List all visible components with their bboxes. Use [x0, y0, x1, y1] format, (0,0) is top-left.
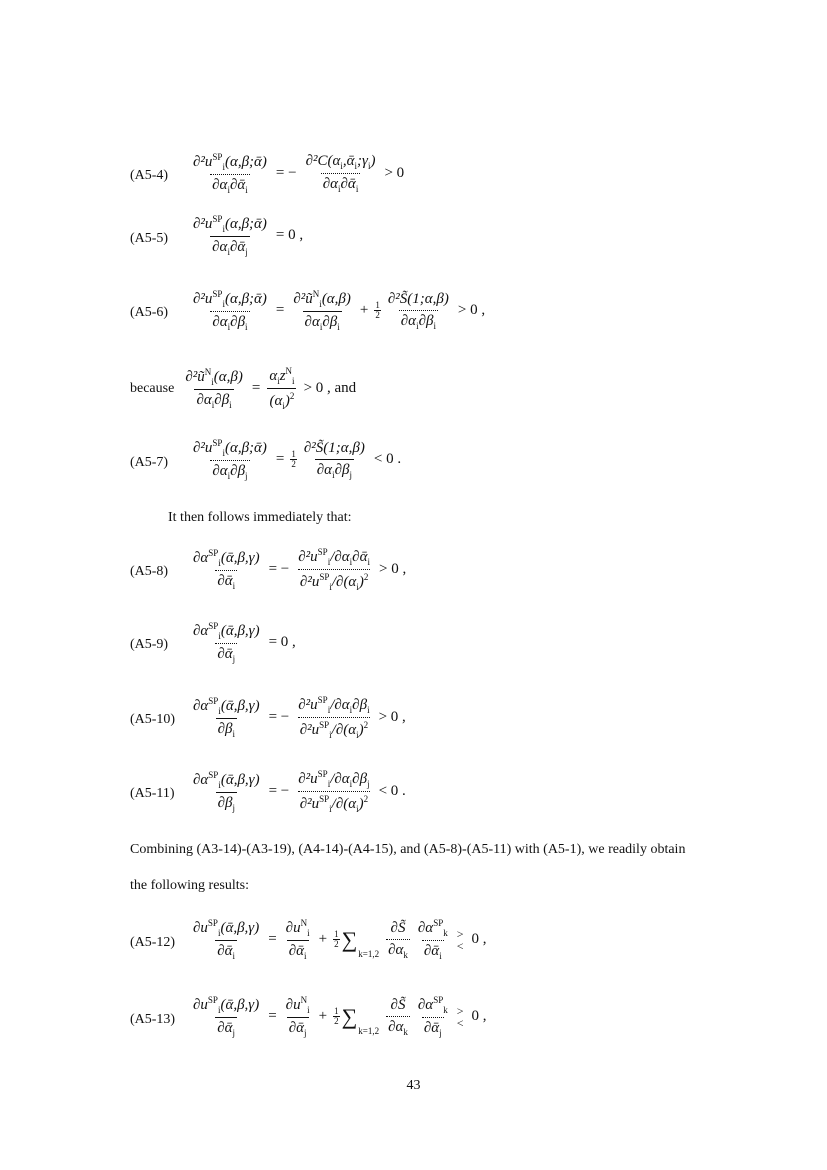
fraction: $\frac{\partial u^N_i}{\partial ᾱ_j}$	[285, 995, 310, 1038]
fraction: $\frac{\partial\alpha^{SP}_i(ᾱ,\beta,\gamma)}{\partial\beta_j}$	[193, 770, 260, 813]
fraction: $\frac{\partial u^{SP}_i(ᾱ,\beta,\gamma)}{\partial ᾱ_i}$	[193, 918, 260, 961]
equation-label-a5-10: (A5-10)	[130, 712, 176, 727]
because-statement: because $\frac{\partial^2ũ^N_i(\alpha,\beta)}{\partial\alpha_i\partial\beta_i}$ = $\frac{\alpha_iz^N_i}{(\alpha_i)^2}$ > 0 , and	[130, 366, 357, 411]
fraction: $\frac{\partial^2u^{SP}_i(\alpha,\beta;ᾱ)}{\partial\alpha_i\partial ᾱ_j}$	[193, 214, 267, 257]
fraction: $\frac{\text{∂²S̃(1;α,β)}}{\partial\alpha_i\partial\beta_i}$	[387, 290, 449, 331]
equation-a5-12: $\frac{\partial u^{SP}_i(ᾱ,\beta,\gamma)}{\partial ᾱ_i}$ = $\frac{\partial u^N_i}{\partial ᾱ_i}$ + $\frac{1}{2}$ ∑ k=1,2 $\frac{\partial S̃}{\partial\alpha_k}$ $\frac{\partial\alpha^{SP}_k}{\partial ᾱ_i}$ > < 0 ,	[193, 918, 487, 961]
fraction: $\frac{\partial\alpha^{SP}_i(ᾱ,\beta,\gamma)}{\partial ᾱ_i}$	[193, 548, 260, 591]
equation-a5-5: $\frac{\partial^2u^{SP}_i(\alpha,\beta;ᾱ)}{\partial\alpha_i\partial ᾱ_j}$ = 0 ,	[193, 214, 304, 257]
fraction: $\frac{\partial^2u^{SP}_i(\alpha,\beta;ᾱ)}{\partial\alpha_i\partial ᾱ_i}$	[193, 152, 267, 195]
equation-a5-4: $\frac{\partial^2u^{SP}_i(\alpha,\beta;ᾱ)}{\partial\alpha_i\partial ᾱ_i}$ = − $\frac{\partial^2C(\alpha_i,ᾱ_i;\gamma_i)}{\partial\alpha_i\partial ᾱ_i}$ > 0	[193, 152, 405, 195]
combining-text-line-1: Combining (A3-14)-(A3-19), (A4-14)-(A4-15), and (A5-8)-(A5-11) with (A5-1), we readily obtain	[130, 842, 686, 857]
one-half: $\frac{1}{2}$	[375, 300, 380, 320]
equation-a5-8: $\frac{\partial\alpha^{SP}_i(ᾱ,\beta,\gamma)}{\partial ᾱ_i}$ = − $\frac{\partial^2u^{SP}_i/\partial\alpha_i\partial ᾱ_i}{\partial^2u^{SP}_i/\partial(\alpha_i)^2}$ > 0 ,	[193, 547, 407, 592]
page-number: 43	[406, 1078, 421, 1093]
fraction: $\frac{\partial\alpha^{SP}_k}{\partial ᾱ_i}$	[417, 918, 448, 961]
fraction: $\frac{\partial^2u^{SP}_i/\partial\alpha_i\partial\beta_i}{\partial^2u^{SP}_i/\partial(\alpha_i)^2}$	[298, 695, 370, 740]
fraction: $\frac{\partial\alpha^{SP}_i(ᾱ,\beta,\gamma)}{\partial\beta_i}$	[193, 696, 260, 739]
fraction: $\frac{\partial^2u^{SP}_i/\partial\alpha_i\partial\beta_j}{\partial^2u^{SP}_i/\partial(\alpha_i)^2}$	[298, 769, 370, 814]
equation-a5-6: $\frac{\partial^2u^{SP}_i(\alpha,\beta;ᾱ)}{\partial\alpha_i\partial\beta_i}$ = $\frac{\partial^2ũ^N_i(\alpha,\beta)}{\partial\alpha_i\partial\beta_i}$ + $\frac{1}{2}$ $\frac{\text{∂²S̃(1;α,β)}}{\partial\alpha_i\partial\beta_i}$ > 0 ,	[193, 289, 486, 332]
fraction: $\frac{\partial u^{SP}_i(ᾱ,\beta,\gamma)}{\partial ᾱ_j}$	[193, 995, 260, 1038]
fraction: $\frac{\partial^2u^{SP}_i/\partial\alpha_i\partial ᾱ_i}{\partial^2u^{SP}_i/\partial(\alpha_i)^2}$	[298, 547, 370, 592]
equation-a5-13: $\frac{\partial u^{SP}_i(ᾱ,\beta,\gamma)}{\partial ᾱ_j}$ = $\frac{\partial u^N_i}{\partial ᾱ_j}$ + $\frac{1}{2}$ ∑ k=1,2 $\frac{\partial S̃}{\partial\alpha_k}$ $\frac{\partial\alpha^{SP}_k}{\partial ᾱ_j}$ > < 0 ,	[193, 995, 487, 1038]
fraction: $\frac{\partial^2ũ^N_i(\alpha,\beta)}{\partial\alpha_i\partial\beta_i}$	[185, 367, 243, 410]
fraction: $\frac{\partial^2ũ^N_i(\alpha,\beta)}{\partial\alpha_i\partial\beta_i}$	[293, 289, 351, 332]
equation-label-a5-5: (A5-5)	[130, 231, 169, 246]
equation-label-a5-6: (A5-6)	[130, 305, 169, 320]
fraction: $\frac{\partial^2C(\alpha_i,ᾱ_i;\gamma_i)}{\partial\alpha_i\partial ᾱ_i}$	[305, 153, 376, 194]
fraction: $\frac{\text{∂²S̃(1;α,β)}}{\partial\alpha_i\partial\beta_j}$	[303, 439, 365, 480]
equation-label-a5-11: (A5-11)	[130, 786, 175, 801]
summation-symbol: ∑	[341, 1003, 358, 1029]
fraction: $\frac{\partial\alpha^{SP}_i(ᾱ,\beta,\gamma)}{\partial ᾱ_j}$	[193, 621, 260, 664]
fraction: $\frac{\partial S̃}{\partial\alpha_k}$	[388, 919, 408, 960]
fraction: $\frac{\partial^2u^{SP}_i(\alpha,\beta;ᾱ)}{\partial\alpha_i\partial\beta_j}$	[193, 438, 267, 481]
equation-label-a5-4: (A5-4)	[130, 168, 169, 183]
equation-a5-7: $\frac{\partial^2u^{SP}_i(\alpha,\beta;ᾱ)}{\partial\alpha_i\partial\beta_j}$ = $\frac{1}{2}$ $\frac{\text{∂²S̃(1;α,β)}}{\partial\alpha_i\partial\beta_j}$ < 0 .	[193, 438, 402, 481]
follows-text: It then follows immediately that:	[168, 510, 352, 525]
equation-label-a5-7: (A5-7)	[130, 455, 169, 470]
fraction: $\frac{\partial^2u^{SP}_i(\alpha,\beta;ᾱ)}{\partial\alpha_i\partial\beta_i}$	[193, 289, 267, 332]
combining-text-line-2: the following results:	[130, 878, 249, 893]
fraction: $\frac{\alpha_iz^N_i}{(\alpha_i)^2}$	[269, 366, 295, 411]
fraction: $\frac{\partial u^N_i}{\partial ᾱ_i}$	[285, 918, 310, 961]
one-half: $\frac{1}{2}$	[334, 1006, 339, 1026]
equation-a5-11: $\frac{\partial\alpha^{SP}_i(ᾱ,\beta,\gamma)}{\partial\beta_j}$ = − $\frac{\partial^2u^{SP}_i/\partial\alpha_i\partial\beta_j}{\partial^2u^{SP}_i/\partial(\alpha_i)^2}$ < 0 .	[193, 769, 406, 814]
equation-a5-9: $\frac{\partial\alpha^{SP}_i(ᾱ,\beta,\gamma)}{\partial ᾱ_j}$ = 0 ,	[193, 621, 296, 664]
summation-symbol: ∑	[341, 926, 358, 952]
equation-label-a5-13: (A5-13)	[130, 1012, 176, 1027]
equation-a5-10: $\frac{\partial\alpha^{SP}_i(ᾱ,\beta,\gamma)}{\partial\beta_i}$ = − $\frac{\partial^2u^{SP}_i/\partial\alpha_i\partial\beta_i}{\partial^2u^{SP}_i/\partial(\alpha_i)^2}$ > 0 ,	[193, 695, 406, 740]
fraction: $\frac{\partial\alpha^{SP}_k}{\partial ᾱ_j}$	[417, 995, 448, 1038]
equation-label-a5-12: (A5-12)	[130, 935, 176, 950]
equation-label-a5-8: (A5-8)	[130, 564, 169, 579]
equation-label-a5-9: (A5-9)	[130, 637, 169, 652]
inequality-stack: > <	[456, 926, 464, 953]
one-half: $\frac{1}{2}$	[334, 929, 339, 949]
one-half: $\frac{1}{2}$	[291, 449, 296, 469]
fraction: $\frac{\partial S̃}{\partial\alpha_k}$	[388, 996, 408, 1037]
inequality-stack: > <	[456, 1003, 464, 1030]
